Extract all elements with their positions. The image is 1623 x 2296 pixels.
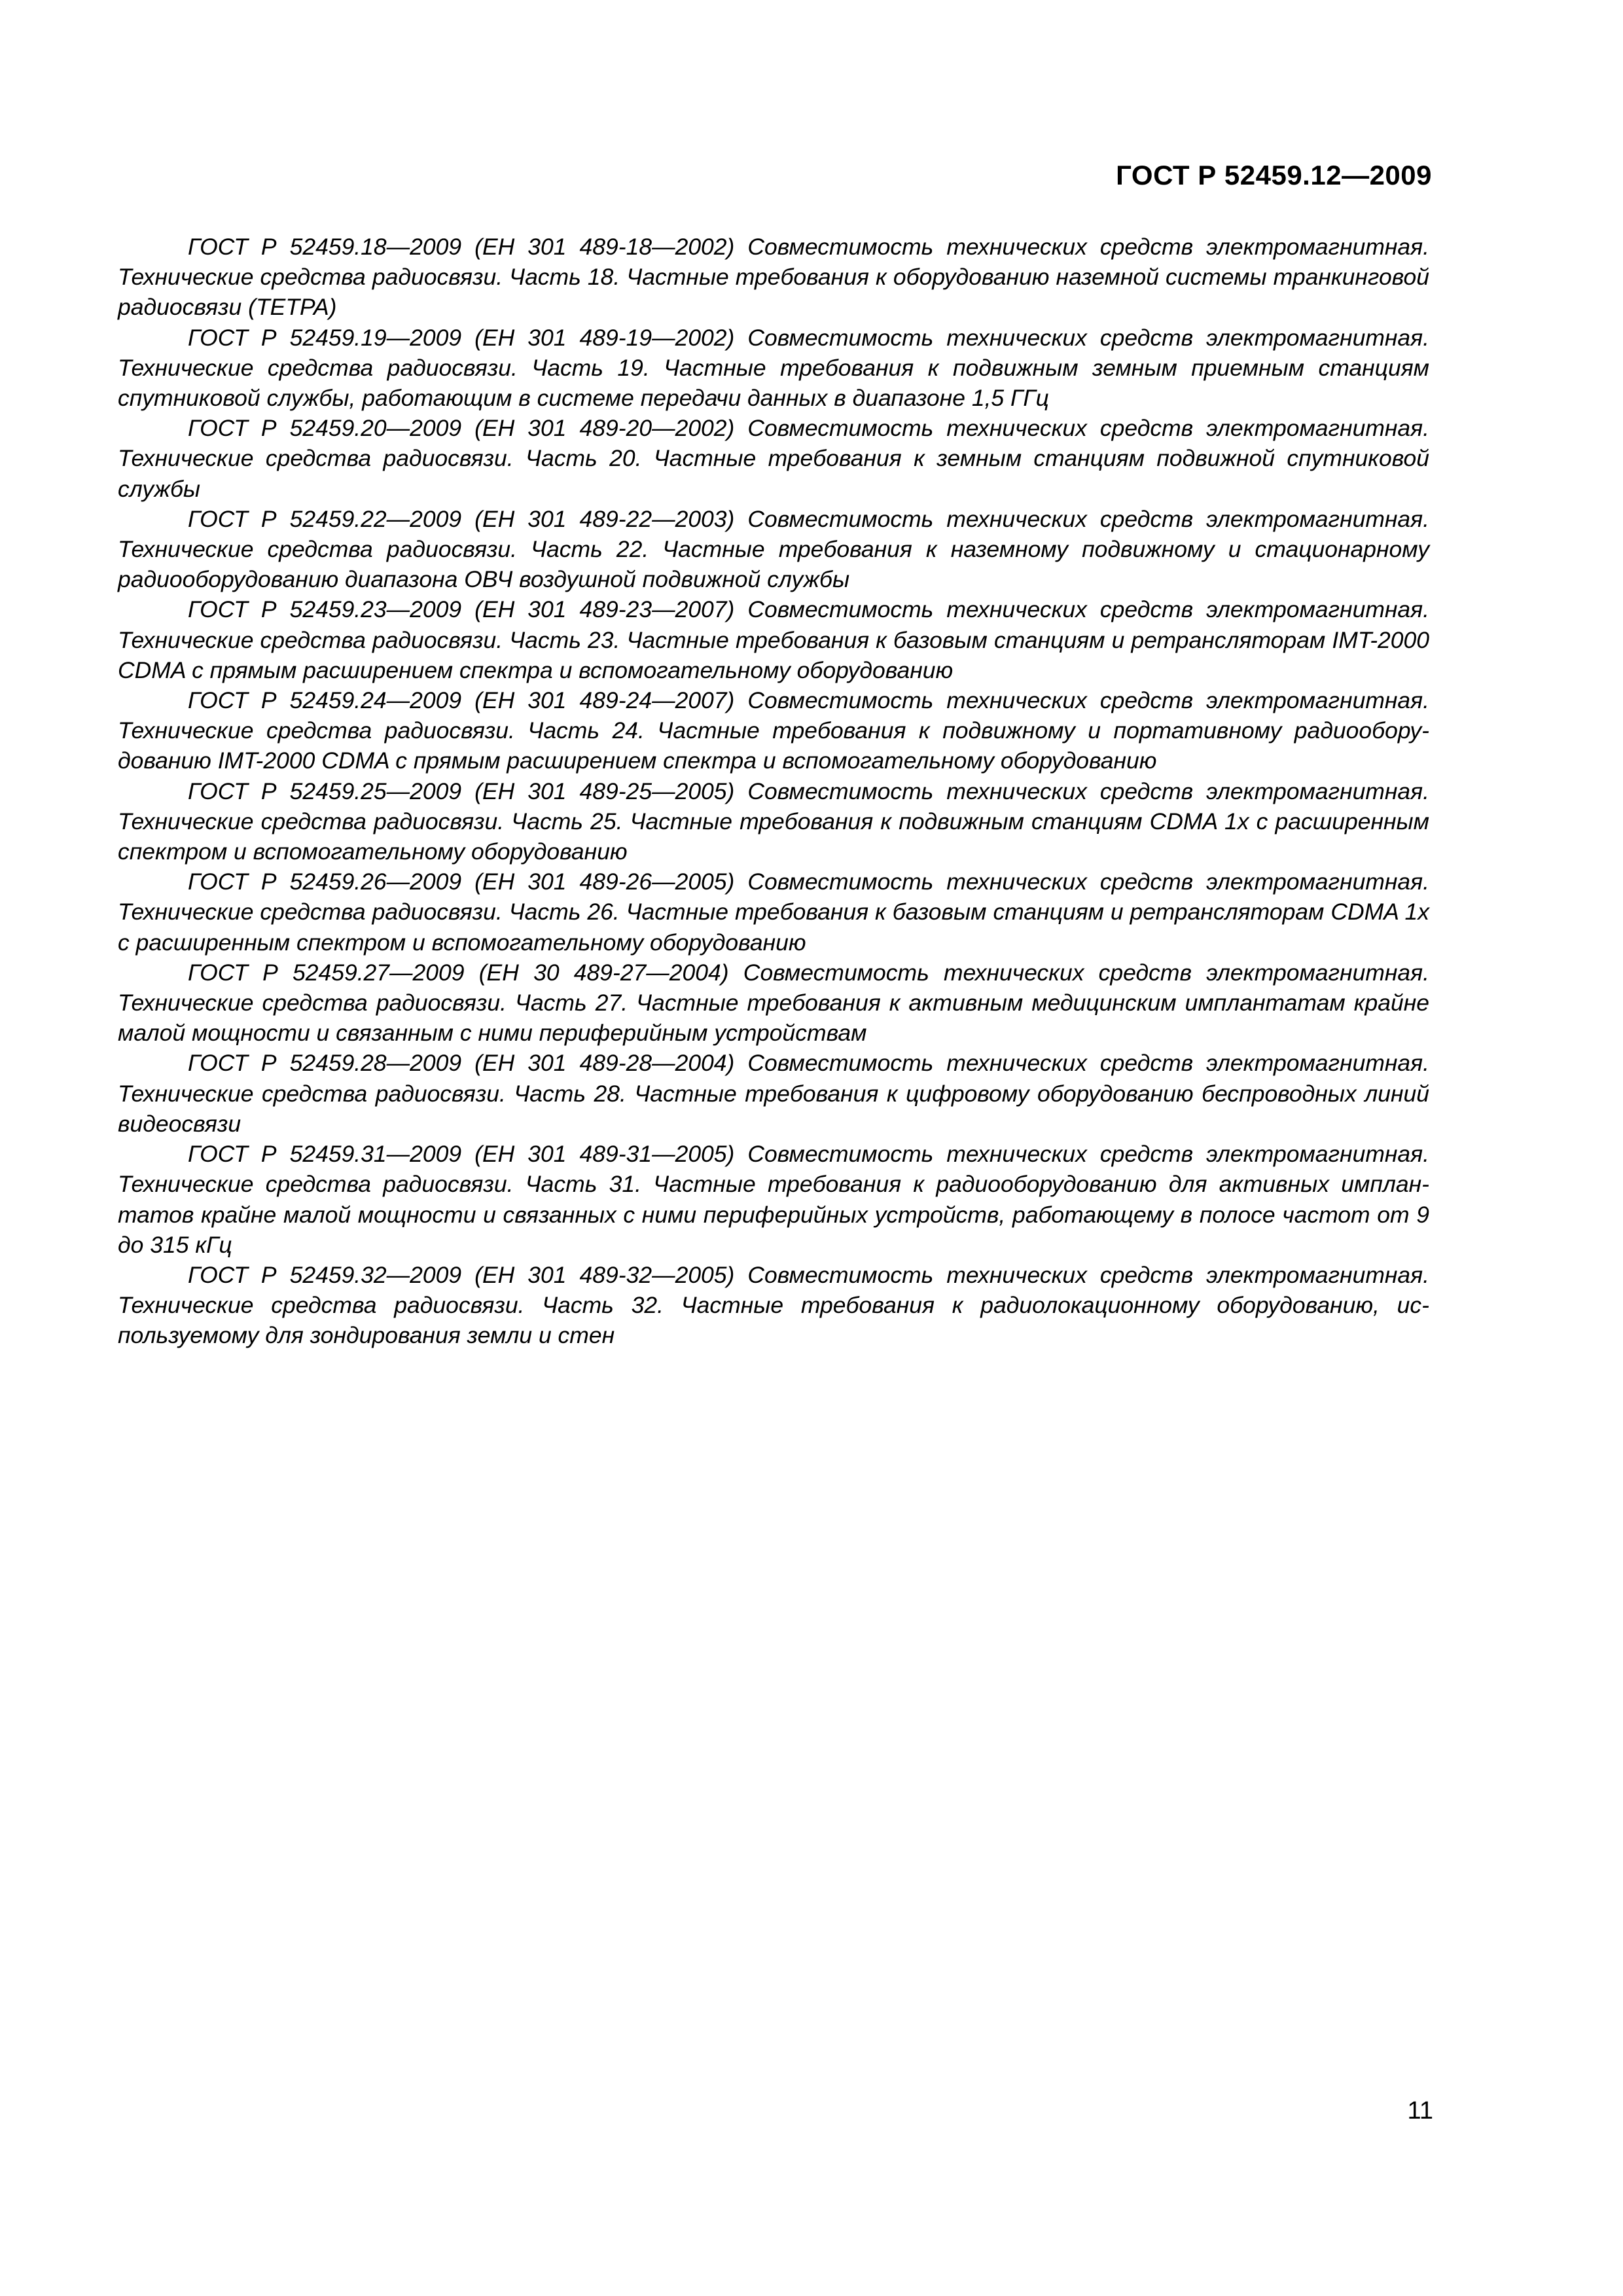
normative-references-list	[118, 232, 1429, 1351]
document-code-header: ГОСТ Р 52459.12—2009	[1116, 160, 1432, 190]
page-number: 11	[1407, 2097, 1433, 2125]
reference-entry: ГОСТ Р 52459.22—2009 (ЕН 301 489-22—2003) Совместимость технических средств электромагнитная. Технические средства радиосвязи. Часть 22. Частные требования к наземному подвижному и стационарному радиооборудованию диапазона ОВЧ воздушной подвижной службы	[118, 505, 1429, 593]
reference-entry: ГОСТ Р 52459.28—2009 (ЕН 301 489-28—2004) Совместимость технических средств электромагнитная. Технические средства радиосвязи. Часть 28. Частные требования к цифровому оборудованию беспроводных линий видеосвязи	[118, 1050, 1429, 1137]
reference-entry: ГОСТ Р 52459.31—2009 (ЕН 301 489-31—2005) Совместимость технических средств электромагнитная. Технические средства радиосвязи. Часть 31. Частные требования к радиооборудованию для активных имплантатов крайне малой мощности и связанных с ними периферийных устройств, работающему в полосе частот от 9 до 315 кГц	[118, 1141, 1429, 1258]
reference-entry: ГОСТ Р 52459.23—2009 (ЕН 301 489-23—2007) Совместимость технических средств электромагнитная. Технические средства радиосвязи. Часть 23. Частные требования к базовым станциям и ретрансляторам IMT-2000 CDMA с прямым расширением спектра и вспомогательному оборудованию	[118, 596, 1429, 683]
reference-entry: ГОСТ Р 52459.19—2009 (ЕН 301 489-19—2002) Совместимость технических средств электромагнитная. Технические средства радиосвязи. Часть 19. Частные требования к подвижным земным приемным станциям спутниковой службы, работающим в системе передачи данных в диапазоне 1,5 ГГц	[118, 324, 1429, 412]
reference-entry: ГОСТ Р 52459.27—2009 (ЕН 30 489-27—2004) Совместимость технических средств электромагнитная. Технические средства радиосвязи. Часть 27. Частные требования к активным медицинским имплантатам крайне малой мощности и связанным с ними периферийным устройствам	[118, 959, 1429, 1047]
reference-entry: ГОСТ Р 52459.24—2009 (ЕН 301 489-24—2007) Совместимость технических средств электромагнитная. Технические средства радиосвязи. Часть 24. Частные требования к подвижному и портативному радиооборудованию IMT-2000 CDMA с прямым расширением спектра и вспомогательному оборудованию	[118, 687, 1429, 774]
reference-entry: ГОСТ Р 52459.18—2009 (ЕН 301 489-18—2002) Совместимость технических средств электромагнитная. Технические средства радиосвязи. Часть 18. Частные требования к оборудованию наземной системы транкинговой радиосвязи (ТЕТРА)	[118, 234, 1429, 321]
reference-entry: ГОСТ Р 52459.26—2009 (ЕН 301 489-26—2005) Совместимость технических средств электромагнитная. Технические средства радиосвязи. Часть 26. Частные требования к базовым станциям и ретрансляторам CDMA 1x с расширенным спектром и вспомогательному оборудованию	[118, 869, 1429, 956]
reference-entry: ГОСТ Р 52459.32—2009 (ЕН 301 489-32—2005) Совместимость технических средств электромагнитная. Технические средства радиосвязи. Часть 32. Частные требования к радиолокационному оборудованию, используемому для зондирования земли и стен	[118, 1261, 1429, 1349]
reference-entry: ГОСТ Р 52459.25—2009 (ЕН 301 489-25—2005) Совместимость технических средств электромагнитная. Технические средства радиосвязи. Часть 25. Частные требования к подвижным станциям CDMA 1x с расширенным спектром и вспомогательному оборудованию	[118, 778, 1429, 865]
reference-entry: ГОСТ Р 52459.20—2009 (ЕН 301 489-20—2002) Совместимость технических средств электромагнитная. Технические средства радиосвязи. Часть 20. Частные требования к земным станциям подвижной спутниковой службы	[118, 415, 1429, 502]
